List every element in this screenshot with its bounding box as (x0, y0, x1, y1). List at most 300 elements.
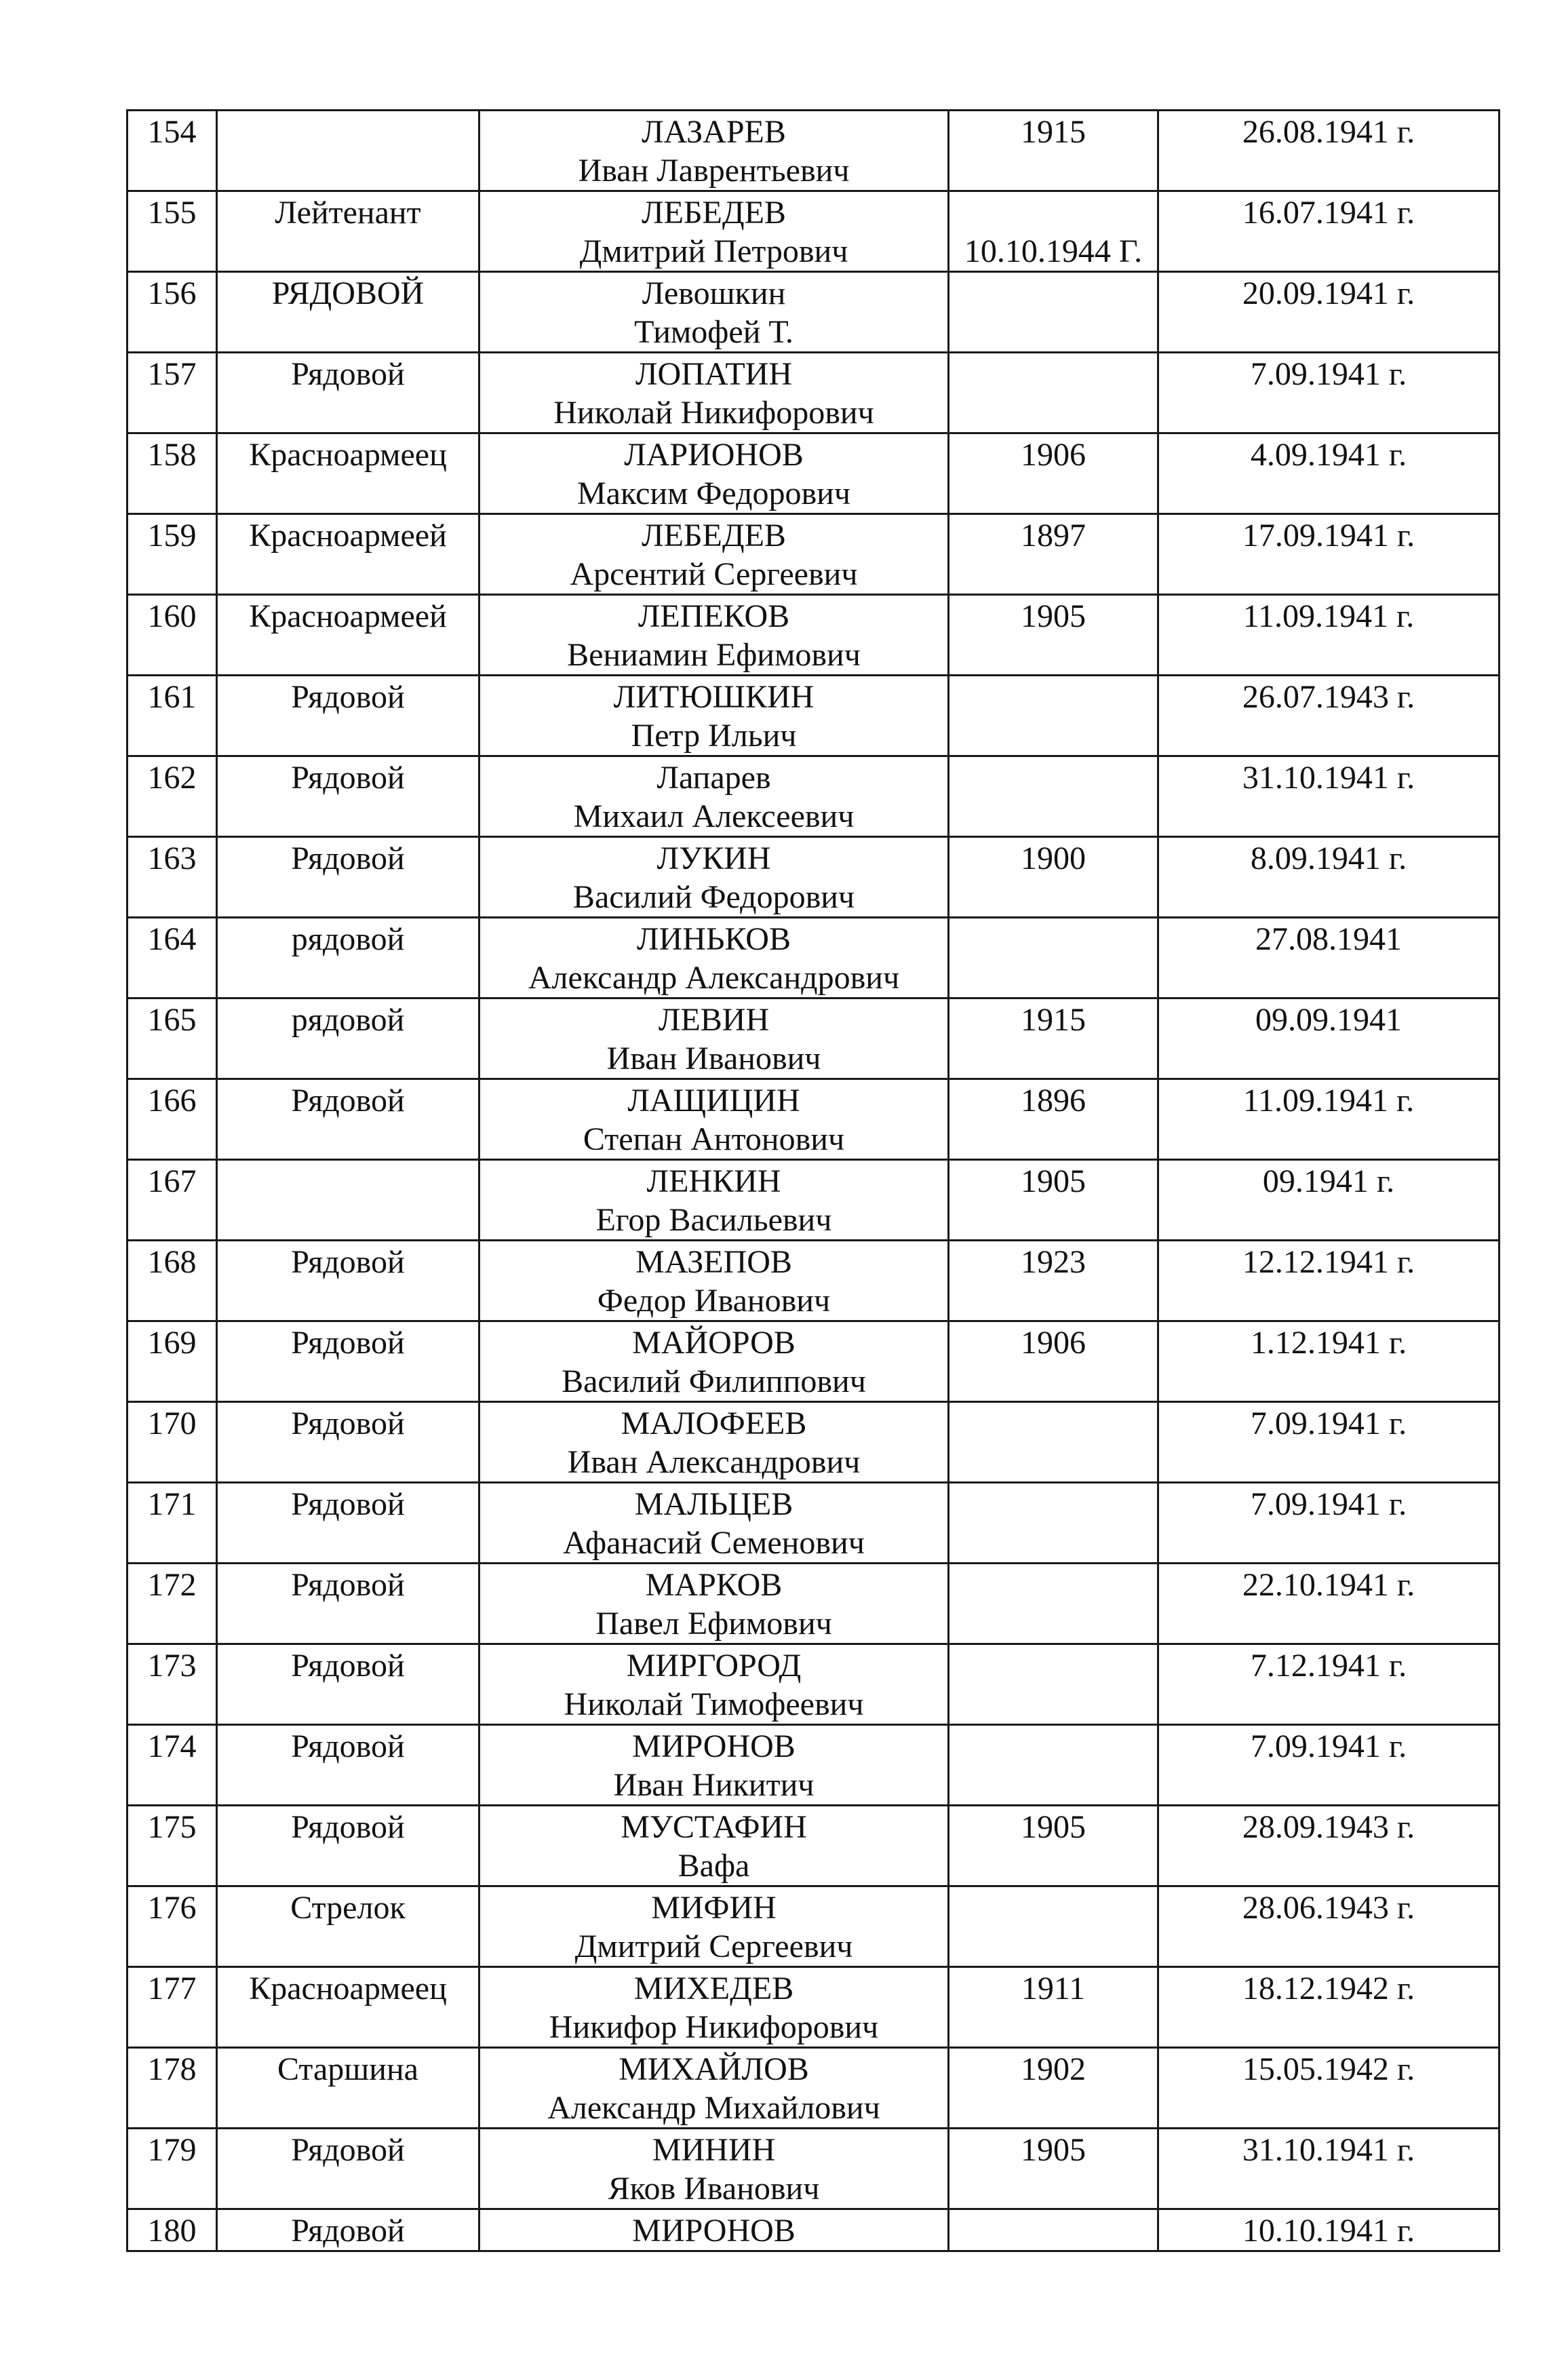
rank-text: Красноармеей (249, 598, 447, 634)
death-date-cell (1158, 2129, 1500, 2209)
rank-cell (217, 1483, 479, 1564)
row-number-cell (128, 1321, 217, 1402)
birth-year-cell (949, 1886, 1158, 1967)
death-date-cell (1158, 918, 1500, 998)
surname-text: МАЛЬЦЕВ (634, 1486, 793, 1522)
row-number: 174 (147, 1728, 197, 1764)
death-date-text: 10.10.1941 г. (1242, 2213, 1415, 2249)
given-name-text: Николай Тимофеевич (564, 1686, 864, 1722)
table-row (128, 1806, 1500, 1886)
birth-year-cell (949, 998, 1158, 1079)
name-cell (479, 272, 949, 353)
surname-text: ЛУКИН (656, 840, 771, 876)
table-row (128, 1886, 1500, 1967)
death-date-cell (1158, 111, 1500, 191)
rank-cell (217, 111, 479, 191)
row-number: 167 (147, 1163, 197, 1199)
table-row (128, 2048, 1500, 2129)
death-date-cell (1158, 191, 1500, 272)
death-date-cell (1158, 1402, 1500, 1483)
rank-text: Рядовой (291, 760, 405, 796)
given-name-text: Егор Васильевич (595, 1202, 832, 1238)
rank-cell (217, 1967, 479, 2048)
row-number: 177 (147, 1971, 197, 2006)
row-number-cell (128, 1725, 217, 1806)
table-row (128, 1079, 1500, 1160)
row-number: 161 (147, 679, 197, 715)
row-number-cell (128, 998, 217, 1079)
row-number: 165 (147, 1002, 197, 1038)
name-cell (479, 1644, 949, 1725)
surname-text: МИХАЙЛОВ (619, 2051, 809, 2087)
surname-text: МАЙОРОВ (632, 1325, 796, 1361)
death-date-text: 18.12.1942 г. (1242, 1971, 1415, 2006)
birth-year-cell (949, 676, 1158, 756)
given-name-text: Михаил Алексеевич (573, 798, 855, 834)
row-number-cell (128, 272, 217, 353)
row-number-cell (128, 111, 217, 191)
rank-cell (217, 837, 479, 918)
name-cell (479, 1806, 949, 1886)
row-number: 166 (147, 1083, 197, 1119)
table-row (128, 1644, 1500, 1725)
row-number-cell (128, 918, 217, 998)
name-cell (479, 2129, 949, 2209)
death-date-cell (1158, 433, 1500, 514)
given-name-text: Федор Иванович (597, 1283, 831, 1319)
death-date-cell (1158, 1079, 1500, 1160)
rank-text: Рядовой (291, 1486, 405, 1522)
birth-year-text: 1905 (1021, 598, 1086, 634)
name-cell (479, 595, 949, 676)
birth-year-text: 1906 (1021, 1325, 1086, 1361)
rank-text: Рядовой (291, 1809, 405, 1845)
given-name-text: Иван Лаврентьевич (578, 153, 850, 189)
birth-year-text: 10.10.1944 Г. (964, 233, 1143, 269)
row-number: 179 (147, 2132, 197, 2168)
rank-cell (217, 918, 479, 998)
given-name-text: Вениамин Ефимович (567, 637, 861, 673)
death-date-text: 11.09.1941 г. (1242, 598, 1415, 634)
rank-cell (217, 1806, 479, 1886)
death-date-cell (1158, 1564, 1500, 1644)
name-cell (479, 1160, 949, 1241)
death-date-text: 28.06.1943 г. (1242, 1890, 1415, 1926)
surname-text: МИРОНОВ (632, 2213, 796, 2249)
rank-cell (217, 353, 479, 433)
rank-text: Старшина (277, 2051, 418, 2087)
death-date-cell (1158, 2209, 1500, 2251)
death-date-cell (1158, 756, 1500, 837)
row-number: 178 (147, 2051, 197, 2087)
rank-cell (217, 2209, 479, 2251)
birth-year-text: 1905 (1021, 1163, 1086, 1199)
death-date-cell (1158, 998, 1500, 1079)
death-date-text: 16.07.1941 г. (1242, 195, 1415, 231)
rank-text: Красноармеец (249, 437, 447, 473)
name-cell (479, 1321, 949, 1402)
birth-year-text: 1896 (1021, 1083, 1086, 1119)
death-date-cell (1158, 1967, 1500, 2048)
row-number: 172 (147, 1567, 197, 1603)
name-cell (479, 756, 949, 837)
table-row (128, 676, 1500, 756)
row-number-cell (128, 595, 217, 676)
death-date-cell (1158, 1241, 1500, 1321)
name-cell (479, 1402, 949, 1483)
rank-text: Рядовой (291, 840, 405, 876)
birth-year-cell (949, 918, 1158, 998)
name-cell (479, 191, 949, 272)
row-number: 171 (147, 1486, 197, 1522)
birth-year-cell (949, 1402, 1158, 1483)
death-date-text: 1.12.1941 г. (1250, 1325, 1407, 1361)
birth-year-cell (949, 756, 1158, 837)
rank-cell (217, 1886, 479, 1967)
row-number-cell (128, 1079, 217, 1160)
birth-year-cell (949, 2048, 1158, 2129)
death-date-cell (1158, 1725, 1500, 1806)
given-name-text: Александр Александрович (528, 960, 900, 996)
surname-text: МАЗЕПОВ (635, 1244, 792, 1280)
birth-year-text: 1900 (1021, 840, 1086, 876)
row-number-cell (128, 1483, 217, 1564)
table-row (128, 1402, 1500, 1483)
table-row (128, 2209, 1500, 2251)
death-date-text: 7.09.1941 г. (1250, 1486, 1407, 1522)
surname-text: МИНИН (652, 2132, 776, 2168)
birth-year-cell (949, 1967, 1158, 2048)
death-date-text: 7.12.1941 г. (1250, 1648, 1407, 1684)
rank-text: Рядовой (291, 1083, 405, 1119)
rank-text: Лейтенант (275, 195, 421, 231)
death-date-cell (1158, 272, 1500, 353)
death-date-text: 26.07.1943 г. (1242, 679, 1415, 715)
rank-cell (217, 1644, 479, 1725)
birth-year-cell (949, 514, 1158, 595)
given-name-text: Василий Филиппович (562, 1363, 866, 1399)
given-name-text: Арсентий Сергеевич (570, 556, 858, 592)
birth-year-text: 1905 (1021, 1809, 1086, 1845)
table-row (128, 1967, 1500, 2048)
row-number-cell (128, 1160, 217, 1241)
surname-text: МУСТАФИН (621, 1809, 807, 1845)
death-date-text: 12.12.1941 г. (1242, 1244, 1415, 1280)
given-name-text: Афанасий Семенович (563, 1525, 865, 1561)
surname-text: МИФИН (651, 1890, 777, 1926)
death-date-text: 7.09.1941 г. (1250, 356, 1407, 392)
surname-text: ЛОПАТИН (635, 356, 792, 392)
birth-year-cell (949, 1644, 1158, 1725)
death-date-cell (1158, 837, 1500, 918)
name-cell (479, 918, 949, 998)
given-name-text: Иван Иванович (606, 1041, 821, 1077)
name-cell (479, 1483, 949, 1564)
death-date-cell (1158, 1644, 1500, 1725)
rank-cell (217, 1725, 479, 1806)
name-cell (479, 1886, 949, 1967)
table-row (128, 111, 1500, 191)
table-row (128, 191, 1500, 272)
name-cell (479, 433, 949, 514)
given-name-text: Иван Александрович (567, 1444, 861, 1480)
death-date-text: 7.09.1941 г. (1250, 1405, 1407, 1441)
death-date-cell (1158, 1886, 1500, 1967)
table-row (128, 756, 1500, 837)
given-name-text: Иван Никитич (613, 1767, 815, 1803)
row-number: 175 (147, 1809, 197, 1845)
birth-year-cell (949, 837, 1158, 918)
rank-cell (217, 1321, 479, 1402)
death-date-text: 7.09.1941 г. (1250, 1728, 1407, 1764)
row-number: 176 (147, 1890, 197, 1926)
death-date-text: 4.09.1941 г. (1250, 437, 1407, 473)
death-date-text: 28.09.1943 г. (1242, 1809, 1415, 1845)
name-cell (479, 998, 949, 1079)
row-number-cell (128, 1644, 217, 1725)
birth-year-cell (949, 1806, 1158, 1886)
table-row (128, 1483, 1500, 1564)
given-name-text: Дмитрий Петрович (579, 233, 848, 269)
rank-text: рядовой (291, 1002, 405, 1038)
rank-cell (217, 433, 479, 514)
name-cell (479, 353, 949, 433)
given-name-text: Петр Ильич (631, 718, 797, 754)
death-date-text: 31.10.1941 г. (1242, 760, 1415, 796)
death-date-cell (1158, 1321, 1500, 1402)
rank-cell (217, 998, 479, 1079)
birth-year-text: 1915 (1021, 1002, 1086, 1038)
rank-cell (217, 272, 479, 353)
death-date-cell (1158, 595, 1500, 676)
surname-text: ЛАЩИЦИН (627, 1083, 800, 1119)
surname-text: МИРГОРОД (626, 1648, 802, 1684)
name-cell (479, 837, 949, 918)
table-row (128, 1321, 1500, 1402)
name-cell (479, 1079, 949, 1160)
birth-year-cell (949, 1725, 1158, 1806)
death-date-cell (1158, 514, 1500, 595)
row-number: 159 (147, 518, 197, 554)
death-date-text: 09.1941 г. (1262, 1163, 1395, 1199)
row-number-cell (128, 1241, 217, 1321)
surname-text: МИХЕДЕВ (633, 1971, 794, 2006)
rank-text: Рядовой (291, 1648, 405, 1684)
table-row (128, 433, 1500, 514)
birth-year-text: 1897 (1021, 518, 1086, 554)
row-number-cell (128, 1806, 217, 1886)
rank-text: Рядовой (291, 2132, 405, 2168)
surname-text: ЛЕНКИН (646, 1163, 781, 1199)
surname-text: ЛЕПЕКОВ (638, 598, 790, 634)
surname-text: ЛЕВИН (658, 1002, 770, 1038)
death-date-text: 20.09.1941 г. (1242, 275, 1415, 311)
name-cell (479, 1564, 949, 1644)
row-number-cell (128, 2129, 217, 2209)
row-number: 158 (147, 437, 197, 473)
rank-cell (217, 514, 479, 595)
rank-cell (217, 2048, 479, 2129)
death-date-cell (1158, 676, 1500, 756)
birth-year-text: 1906 (1021, 437, 1086, 473)
birth-year-cell (949, 1160, 1158, 1241)
row-number-cell (128, 514, 217, 595)
given-name-text: Василий Федорович (572, 879, 855, 915)
given-name-text: Максим Федорович (577, 476, 850, 511)
death-date-text: 17.09.1941 г. (1242, 518, 1415, 554)
death-date-cell (1158, 1160, 1500, 1241)
row-number: 162 (147, 760, 197, 796)
given-name-text: Николай Никифорович (553, 395, 874, 431)
row-number-cell (128, 2209, 217, 2251)
row-number-cell (128, 1886, 217, 1967)
birth-year-cell (949, 191, 1158, 272)
death-date-text: 22.10.1941 г. (1242, 1567, 1415, 1603)
birth-year-text: 1902 (1021, 2051, 1086, 2087)
row-number-cell (128, 1402, 217, 1483)
row-number: 180 (147, 2213, 197, 2249)
table-row (128, 918, 1500, 998)
row-number: 160 (147, 598, 197, 634)
name-cell (479, 1241, 949, 1321)
birth-year-cell (949, 353, 1158, 433)
rank-text: Красноармеец (249, 1971, 447, 2006)
death-date-text: 27.08.1941 (1255, 921, 1402, 957)
row-number: 173 (147, 1648, 197, 1684)
rank-text: Рядовой (291, 1325, 405, 1361)
given-name-text: Павел Ефимович (595, 1606, 832, 1642)
given-name-text: Степан Антонович (583, 1121, 845, 1157)
given-name-text: Яков Иванович (608, 2171, 820, 2207)
table-row (128, 1725, 1500, 1806)
row-number: 154 (147, 114, 197, 150)
birth-year-cell (949, 2129, 1158, 2209)
row-number: 169 (147, 1325, 197, 1361)
rank-text: Стрелок (290, 1890, 406, 1926)
surname-text: ЛИТЮШКИН (613, 679, 815, 715)
table-row (128, 1241, 1500, 1321)
row-number: 155 (147, 195, 197, 231)
given-name-text: Тимофей Т. (634, 314, 793, 350)
surname-text: ЛАЗАРЕВ (642, 114, 786, 150)
name-cell (479, 2209, 949, 2251)
rank-text: рядовой (291, 921, 405, 957)
birth-year-cell (949, 1321, 1158, 1402)
table-row (128, 1160, 1500, 1241)
death-date-cell (1158, 1483, 1500, 1564)
rank-cell (217, 1241, 479, 1321)
table-row (128, 514, 1500, 595)
given-name-text: Вафа (678, 1848, 750, 1884)
death-date-text: 31.10.1941 г. (1242, 2132, 1415, 2168)
surname-text: Лапарев (656, 760, 771, 796)
surname-text: МАЛОФЕЕВ (621, 1405, 807, 1441)
surname-text: Левошкин (642, 275, 786, 311)
rank-cell (217, 1079, 479, 1160)
death-date-text: 26.08.1941 г. (1242, 114, 1415, 150)
surname-text: ЛЕБЕДЕВ (642, 518, 786, 554)
name-cell (479, 514, 949, 595)
row-number-cell (128, 676, 217, 756)
birth-year-cell (949, 1483, 1158, 1564)
given-name-text: Дмитрий Сергеевич (574, 1928, 853, 1964)
table-row (128, 272, 1500, 353)
rank-text: Рядовой (291, 1405, 405, 1441)
table-row (128, 998, 1500, 1079)
rank-text: Рядовой (291, 1728, 405, 1764)
rank-cell (217, 191, 479, 272)
rank-text: РЯДОВОЙ (271, 275, 425, 311)
table-row (128, 837, 1500, 918)
row-number-cell (128, 1967, 217, 2048)
rank-text: Рядовой (291, 679, 405, 715)
birth-year-cell (949, 433, 1158, 514)
birth-year-cell (949, 272, 1158, 353)
roster-table (126, 109, 1500, 2252)
surname-text: ЛИНЬКОВ (637, 921, 791, 957)
death-date-text: 11.09.1941 г. (1242, 1083, 1415, 1119)
rank-text: Рядовой (291, 1567, 405, 1603)
row-number: 163 (147, 840, 197, 876)
row-number-cell (128, 1564, 217, 1644)
birth-year-cell (949, 595, 1158, 676)
rank-text: Рядовой (291, 2213, 405, 2249)
table-row (128, 1564, 1500, 1644)
birth-year-text: 1923 (1021, 1244, 1086, 1280)
table-row (128, 595, 1500, 676)
surname-text: МИРОНОВ (632, 1728, 796, 1764)
birth-year-text: 1911 (1021, 1971, 1086, 2006)
rank-text: Рядовой (291, 1244, 405, 1280)
rank-cell (217, 595, 479, 676)
birth-year-cell (949, 1564, 1158, 1644)
rank-text: Красноармеей (249, 518, 447, 554)
name-cell (479, 676, 949, 756)
row-number-cell (128, 756, 217, 837)
row-number-cell (128, 433, 217, 514)
birth-year-text: 1915 (1021, 114, 1086, 150)
rank-cell (217, 756, 479, 837)
row-number-cell (128, 353, 217, 433)
name-cell (479, 2048, 949, 2129)
birth-year-cell (949, 111, 1158, 191)
roster-table-body (128, 111, 1500, 2251)
death-date-cell (1158, 353, 1500, 433)
row-number: 156 (147, 275, 197, 311)
birth-year-text: 1905 (1021, 2132, 1086, 2168)
surname-text: МАРКОВ (645, 1567, 783, 1603)
row-number: 157 (147, 356, 197, 392)
rank-cell (217, 1160, 479, 1241)
birth-year-cell (949, 2209, 1158, 2251)
birth-year-cell (949, 1079, 1158, 1160)
row-number-cell (128, 837, 217, 918)
rank-cell (217, 676, 479, 756)
rank-cell (217, 1564, 479, 1644)
given-name-text: Никифор Никифорович (549, 2009, 879, 2045)
row-number: 168 (147, 1244, 197, 1280)
name-cell (479, 1967, 949, 2048)
death-date-text: 8.09.1941 г. (1250, 840, 1407, 876)
death-date-text: 09.09.1941 (1255, 1002, 1402, 1038)
row-number: 170 (147, 1405, 197, 1441)
name-cell (479, 111, 949, 191)
death-date-cell (1158, 1806, 1500, 1886)
table-row (128, 2129, 1500, 2209)
row-number-cell (128, 2048, 217, 2129)
death-date-cell (1158, 2048, 1500, 2129)
rank-cell (217, 2129, 479, 2209)
